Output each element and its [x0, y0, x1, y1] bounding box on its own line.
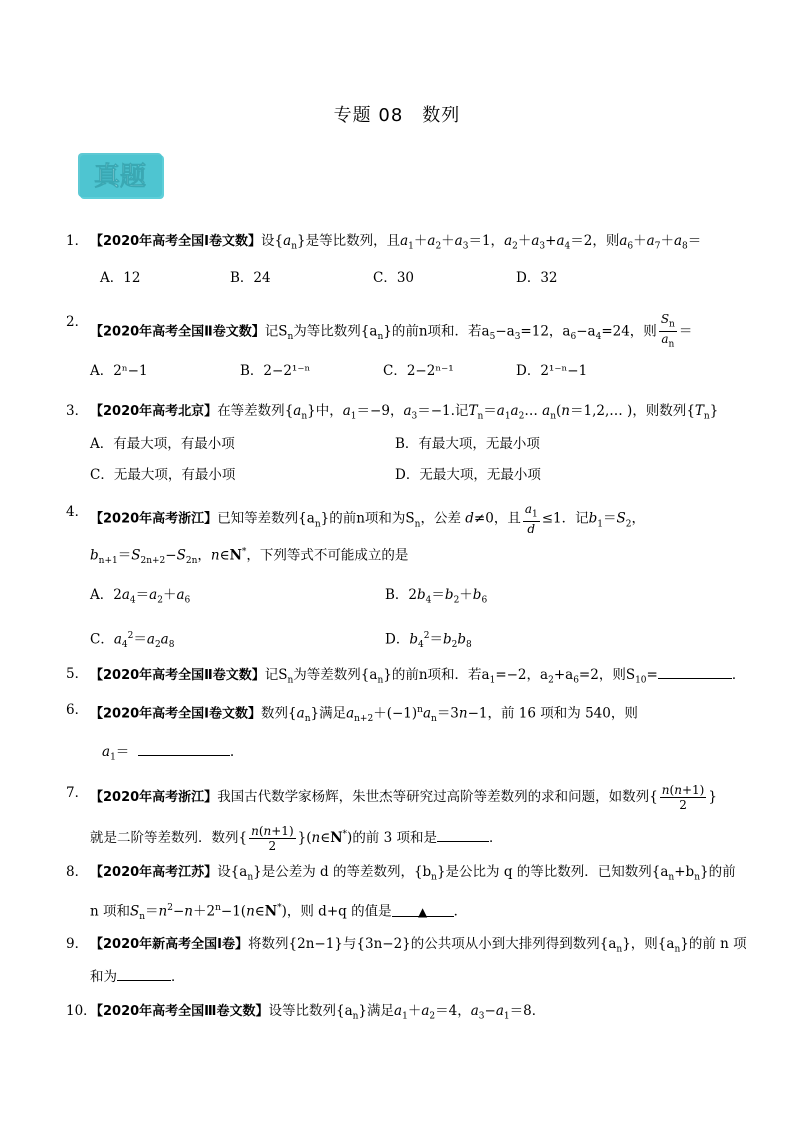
- zhenti-badge: [78, 153, 166, 201]
- option-1d: D．32: [516, 270, 558, 286]
- option-2c: C．2−2ⁿ⁻¹: [383, 363, 454, 379]
- page-title: 专题 08 数列: [333, 105, 461, 126]
- option-2a: A．2ⁿ−1: [90, 363, 148, 379]
- option-1a: A．12: [100, 270, 141, 286]
- question-7-line2: 就是二阶等差数列．数列{ $\frac{n(n+1)}{2}$ }(n∈N*)的前 3 项和是 ．: [90, 824, 503, 853]
- question-8: 8． 【2020年高考江苏】设$\{a_n\}$是公差为 d 的等差数列，$\{b_n\}$是公比为 q 的等比数列．已知数列$\{a_n+b_n\}$的前: [66, 864, 736, 883]
- answer-blank[interactable]: [437, 827, 489, 842]
- question-4: 4． 【2020年高考浙江】已知等差数列$\{a_n\}$的前n项和为$S_n$，公差 d≠0，且 $\frac{a_1}{d}$ ≤1．记$b_1=S_2$，: [66, 502, 645, 537]
- option-4b: B．$2b_4=b_2+b_6$: [385, 587, 488, 606]
- question-5: 5． 【2020年高考全国Ⅱ卷文数】记$S_n$为等差数列$\{a_n\}$的前n项和．若$a_1=-2$，$a_2+a_6=2$，则$S_{10}=$ ．: [66, 666, 746, 686]
- option-3c: C．无最大项，有最小项: [90, 467, 236, 483]
- svg-text:真题: 真题: [93, 162, 147, 192]
- question-9: 9． 【2020年新高考全国Ⅰ卷】将数列{2n−1}与{3n−2}的公共项从小到大排列得到数列$\{a_n\}$，则$\{a_n\}$的前 n 项: [66, 936, 747, 955]
- option-1b: B．24: [230, 270, 271, 286]
- option-3b: B．有最大项，无最小项: [395, 436, 540, 452]
- question-10: 10． 【2020年高考全国Ⅲ卷文数】设等比数列$\{a_n\}$满足$a_1+a_2=4$，$a_3-a_1=8$．: [66, 1003, 546, 1022]
- option-3a: A．有最大项，有最小项: [90, 436, 235, 452]
- question-3: 3． 【2020年高考北京】在等差数列$\{a_n\}$中，$a_1=-9$，$a_3=-1$.记$T_n=a_1a_2\dots$ $a_n(n=1,2,\dots$ )，则数列$\{T_n\}$: [66, 403, 719, 422]
- answer-blank[interactable]: ▲: [392, 902, 454, 917]
- option-4d: D．$b_4^2=b_2b_8$: [385, 631, 472, 651]
- option-4a: A．$2a_4=a_2+a_6$: [90, 587, 191, 606]
- question-6: 6． 【2020年高考全国Ⅰ卷文数】数列$\{a_n\}$满足$a_{n+2}+(-1)^na_n=3n-1$，前 16 项和为 540，则: [66, 702, 638, 725]
- option-2d: D．2¹⁻ⁿ−1: [516, 363, 588, 379]
- question-6-line2: $a_1=$ .: [102, 741, 234, 768]
- answer-blank[interactable]: [658, 664, 732, 679]
- question-2: 2． 【2020年高考全国Ⅱ卷文数】记$S_n$为等比数列$\{a_n\}$的前n项和．若$a_5-a_3=12$，$a_6-a_4=24$，则 $\frac{S_n}{a_n}$ ＝: [66, 312, 693, 350]
- option-4c: C．$a_4^2=a_2a_8$: [90, 631, 175, 651]
- question-4-line2: $b_{n+1}=S_{2n+2}-S_{2n}$，n∈N*，下列等式不可能成立的是: [90, 547, 409, 567]
- question-1: 1． 【2020年高考全国Ⅰ卷文数】设$\{a_n\}$是等比数列，且$a_1+a_2+a_3=1$，$a_2+a_3+a_4=2$，则$a_6+a_7+a_8=$: [66, 233, 702, 252]
- option-1c: C．30: [373, 270, 415, 286]
- option-3d: D．无最大项，无最小项: [395, 467, 541, 483]
- answer-blank[interactable]: [138, 741, 230, 756]
- option-2b: B．2−2¹⁻ⁿ: [240, 363, 311, 379]
- question-7: 7． 【2020年高考浙江】我国古代数学家杨辉，朱世杰等研究过高阶等差数列的求和问题，如数列{ $\frac{n(n+1)}{2}$ }: [66, 783, 717, 812]
- question-9-line2: 和为 ．: [90, 966, 185, 987]
- answer-blank[interactable]: [117, 966, 171, 981]
- question-8-line2: n 项和$S_n=n^2-n+2^n-1(n\in N^*)$，则 d+q 的值是 ▲ ．: [90, 903, 468, 923]
